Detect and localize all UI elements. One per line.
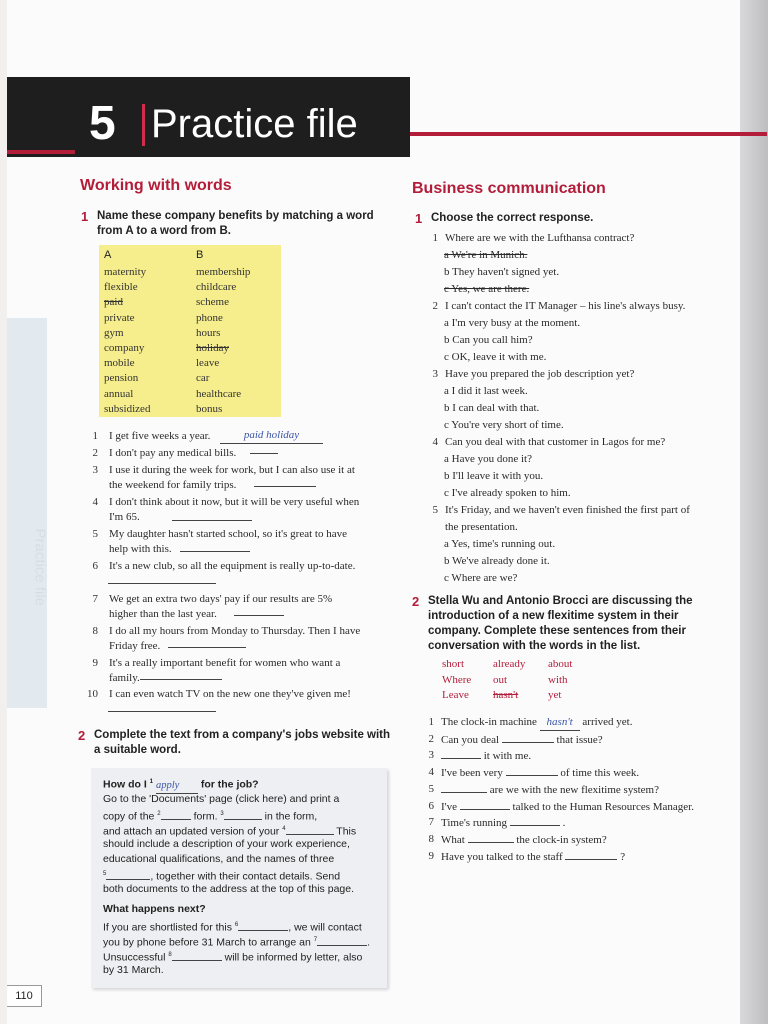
item-text: I use it during the week for work, but I can also use it at (109, 464, 355, 476)
text: copy of the (103, 810, 155, 823)
instruction-line: Complete the text from a company's jobs website with (94, 729, 391, 741)
sentence-text: Have you talked to the staff (441, 850, 563, 863)
column-a-word: company (104, 342, 145, 354)
item-text: I don't pay any medical bills. (109, 447, 237, 459)
sentence-blank[interactable] (441, 748, 481, 759)
word-bank-item: already (493, 658, 526, 670)
text: in the form, (264, 810, 318, 823)
sentence-text: talked to the Human Resources Manager. (512, 800, 694, 813)
column-a-word: private (104, 311, 135, 324)
answer-option[interactable]: b I can deal with that. (444, 402, 540, 414)
sentence (441, 849, 625, 865)
sentence-number: 9 (428, 849, 434, 862)
column-b-word: leave (196, 357, 220, 370)
word-bank-item: out (493, 673, 508, 686)
text: Unsuccessful (103, 951, 166, 964)
column-b-word: scheme (196, 296, 229, 309)
item-text: higher than the last year. (109, 608, 217, 620)
answer-option[interactable]: a I'm very busy at the moment. (444, 317, 581, 329)
answer-option[interactable]: b Can you call him? (444, 334, 533, 346)
answer-option[interactable]: b We've already done it. (444, 555, 550, 567)
instruction-line: Choose the correct response. (431, 212, 594, 224)
question-text: Can you deal with that customer in Lagos for me? (445, 436, 666, 448)
item-text: We get an extra two days' pay if our results are 5% (109, 593, 333, 605)
item-text: family. (109, 672, 140, 684)
sentence-blank[interactable] (441, 782, 487, 793)
word-bank-item: with (548, 673, 568, 686)
sentence-text: I've (441, 800, 458, 813)
matching-table (99, 245, 281, 417)
column-a-header: A (104, 249, 112, 261)
item-number: 7 (92, 593, 98, 605)
column-a-word: paid (104, 296, 123, 309)
sentence-text: . (562, 817, 566, 830)
item-number: 10 (87, 688, 98, 700)
question-text: Where are we with the Lufthansa contract? (445, 232, 635, 244)
box-question-1 (103, 775, 259, 794)
sentence-blank[interactable] (502, 732, 554, 743)
instruction-line: company. Complete these sentences from their (428, 625, 686, 637)
answer-blank[interactable] (250, 452, 278, 454)
column-a-word: gym (104, 326, 124, 339)
text: for the job? (200, 778, 259, 791)
answer-blank[interactable] (108, 710, 216, 712)
answer-option[interactable]: a Have you done it? (444, 453, 532, 465)
answer-blank[interactable] (254, 485, 316, 487)
page-number: 110 (7, 985, 42, 1007)
sentence-text: What (441, 833, 465, 846)
sentence (441, 748, 531, 764)
sentence (441, 782, 659, 798)
column-a-word: flexible (104, 281, 138, 294)
answer-option[interactable]: b I'll leave it with you. (444, 470, 544, 482)
text: How do I (103, 778, 147, 791)
box-line: both documents to the address at the top of this page. (103, 883, 355, 895)
answer-option[interactable]: c Yes, we are there. (444, 283, 530, 295)
question-number: 5 (432, 504, 438, 516)
answer-option[interactable]: a Yes, time's running out. (444, 538, 556, 550)
text: will be informed by letter, also (224, 951, 363, 964)
sentence-text: that issue? (556, 733, 603, 746)
item-text: the weekend for family trips. (109, 479, 237, 491)
table-row (99, 326, 281, 341)
box-line: Go to the 'Documents' page (click here) and print a (103, 793, 340, 805)
table-row (99, 311, 281, 326)
text: . (367, 936, 370, 949)
column-b-word: hours (196, 326, 221, 339)
table-header (99, 248, 281, 263)
column-a-word: annual (104, 387, 134, 400)
column-b-word: phone (196, 311, 223, 324)
column-a-word: mobile (104, 357, 135, 370)
sentence-number: 7 (428, 816, 434, 829)
exercise-number: 2 (412, 594, 420, 609)
sentence-text: of time this week. (560, 767, 640, 780)
website-text-box (91, 768, 387, 988)
question-text: Have you prepared the job description yet? (445, 368, 635, 380)
sentence-number: 6 (428, 799, 434, 812)
column-b-word: car (196, 372, 210, 385)
gap-number: 1 (149, 779, 154, 785)
sentence-blank[interactable] (565, 849, 617, 860)
ex2-instruction-right (412, 594, 693, 654)
sentence-blank[interactable] (506, 765, 558, 776)
item-text: Friday free. (109, 640, 161, 652)
question-text: the presentation. (445, 521, 518, 533)
instruction-line: Stella Wu and Antonio Brocci are discussing the (428, 595, 693, 607)
sentence-text: Can you deal (441, 733, 500, 746)
box-line: should include a description of your work experience, (103, 838, 350, 850)
item-text: help with this. (109, 543, 172, 555)
page-title: Practice file (151, 102, 358, 146)
item-number: 3 (92, 464, 98, 476)
item-number: 1 (92, 430, 98, 442)
sentence-text: it with me. (483, 750, 532, 763)
item-number: 9 (92, 657, 98, 669)
title-divider (142, 104, 145, 146)
column-b-word: healthcare (196, 387, 242, 400)
item-answer: paid holiday (220, 428, 323, 444)
item-text: It's a new club, so all the equipment is really up-to-date. (109, 560, 356, 572)
table-row (99, 356, 281, 371)
sentence-blank[interactable] (510, 815, 560, 826)
word-bank-item: yet (548, 689, 562, 701)
sentence (441, 715, 633, 731)
text: , together with their contact details. Send (150, 870, 341, 883)
text: This (336, 825, 357, 838)
gap-number: 3 (220, 811, 224, 817)
column-b-word: holiday (196, 342, 229, 354)
exercise-number: 2 (78, 728, 86, 743)
box-question-2: What happens next? (103, 903, 206, 915)
table-row (99, 341, 281, 356)
exercise-number: 1 (415, 211, 423, 226)
item-text: I do all my hours from Monday to Thursday. Then I have (109, 625, 361, 637)
answer-blank[interactable] (180, 550, 250, 552)
gap-blank[interactable] (286, 824, 334, 835)
column-a-word: maternity (104, 266, 147, 278)
sentence (441, 815, 565, 831)
answer-blank[interactable] (234, 614, 284, 616)
gap-number: 7 (313, 937, 318, 943)
table-row (99, 371, 281, 386)
question-number: 1 (432, 232, 438, 244)
item-text: I get five weeks a year. (109, 430, 211, 442)
gap-blank[interactable] (224, 809, 262, 820)
text: you by phone before 31 March to arrange an (103, 936, 311, 949)
answer-option[interactable]: c You're very short of time. (444, 419, 564, 431)
ex1-instruction-right (415, 211, 594, 226)
ex1-instruction-left (81, 209, 374, 239)
item-number: 4 (92, 496, 98, 508)
text: , we will contact (288, 921, 362, 934)
word-bank-item: hasn't (493, 689, 519, 701)
answer-blank[interactable] (108, 582, 216, 584)
sentence-text: ? (620, 850, 626, 863)
word-bank-item: short (442, 658, 464, 670)
section-heading-left: Working with words (80, 177, 232, 194)
item-text: My daughter hasn't started school, so it's great to have (109, 528, 347, 540)
table-row (99, 387, 281, 402)
gap-number: 2 (157, 811, 161, 817)
gap-blank[interactable] (172, 950, 222, 961)
gap-number: 6 (234, 922, 239, 928)
sentence-blank[interactable] (460, 799, 510, 810)
instruction-line: introduction of a new flexitime system in their (428, 610, 679, 622)
column-b-word: bonus (196, 402, 223, 415)
answer-option[interactable]: b They haven't signed yet. (444, 266, 560, 278)
column-a-word: subsidized (104, 402, 151, 415)
table-row (99, 295, 281, 310)
text: If you are shortlisted for this (103, 921, 232, 934)
answer-option[interactable]: c Where are we? (444, 572, 518, 584)
gap-blank[interactable] (238, 920, 288, 931)
ex2-instruction-left (78, 728, 391, 758)
item-number: 5 (92, 528, 98, 540)
answer-option[interactable]: c I've already spoken to him. (444, 487, 571, 499)
side-tab-label: Practice file (31, 528, 49, 607)
sentence (441, 799, 694, 815)
gap-answer: apply (156, 778, 198, 794)
gap-number: 5 (103, 871, 107, 877)
sentence-number: 2 (428, 732, 434, 745)
sentence-text: the clock-in system? (516, 833, 607, 846)
answer-blank[interactable] (168, 646, 246, 648)
answer-option[interactable]: c OK, leave it with me. (444, 351, 547, 363)
item-text: It's a really important benefit for women who want a (109, 657, 341, 669)
sentence (441, 832, 607, 848)
gap-blank[interactable] (106, 869, 150, 880)
exercise-number: 1 (81, 209, 89, 224)
column-a-word: pension (104, 372, 139, 385)
question-text: It's Friday, and we haven't even finished the first part of (445, 504, 690, 516)
instruction-line: Name these company benefits by matching a word (97, 210, 374, 222)
gap-blank[interactable] (317, 935, 367, 946)
sentence (441, 765, 639, 781)
text: and attach an updated version of your (103, 825, 280, 838)
sentence-number: 4 (428, 766, 434, 779)
sentence-text: The clock-in machine (441, 716, 537, 728)
gap-number: 8 (168, 952, 172, 958)
item-number: 8 (92, 625, 98, 637)
table-row (99, 265, 281, 280)
box-line: by 31 March. (103, 964, 164, 976)
sentence-text: arrived yet. (582, 716, 633, 728)
section-heading-right: Business communication (412, 180, 606, 197)
instruction-line: a suitable word. (94, 744, 181, 756)
sentence-blank[interactable] (468, 832, 514, 843)
question-number: 4 (432, 436, 438, 448)
sentence-number: 1 (428, 716, 434, 728)
column-b-word: membership (196, 266, 251, 278)
answer-blank[interactable] (172, 519, 252, 521)
sentence-answer: hasn't (540, 715, 580, 731)
accent-line-left (7, 150, 75, 154)
table-row (99, 402, 281, 417)
word-bank-item: Where (442, 673, 472, 686)
item-text: I can even watch TV on the new one they've given me! (109, 688, 351, 700)
column-b-header: B (196, 249, 204, 261)
sentence (441, 732, 603, 748)
gap-blank[interactable] (161, 809, 191, 820)
sentence-number: 3 (428, 749, 434, 762)
accent-line-right (410, 132, 767, 136)
question-number: 2 (432, 300, 438, 312)
sentence-text: Time's running (441, 817, 508, 830)
item-number: 2 (92, 447, 98, 459)
table-row (99, 280, 281, 295)
unit-number: 5 (89, 97, 116, 150)
answer-option[interactable]: a We're in Munich. (444, 249, 528, 261)
answer-option[interactable]: a I did it last week. (444, 385, 528, 397)
sentence-number: 8 (428, 832, 434, 845)
gap-number: 4 (282, 826, 286, 832)
item-text: I don't think about it now, but it will be very useful when (109, 496, 360, 508)
sentence-number: 5 (428, 782, 434, 795)
instruction-line: conversation with the words in the list. (428, 640, 641, 652)
word-bank-item: about (548, 658, 573, 670)
question-text: I can't contact the IT Manager – his line's always busy. (445, 300, 686, 312)
box-line: educational qualifications, and the names of three (103, 853, 335, 865)
answer-blank[interactable] (140, 678, 222, 680)
question-number: 3 (432, 368, 438, 380)
sentence-text: I've been very (441, 767, 503, 780)
word-bank-item: Leave (442, 689, 469, 701)
column-b-word: childcare (196, 281, 237, 294)
sentence-text: are we with the new flexitime system? (489, 783, 659, 796)
instruction-line: from A to a word from B. (97, 225, 231, 237)
page-edge (740, 0, 768, 1024)
text: form. (193, 810, 218, 823)
item-number: 6 (92, 560, 98, 572)
item-text: I'm 65. (109, 511, 140, 523)
